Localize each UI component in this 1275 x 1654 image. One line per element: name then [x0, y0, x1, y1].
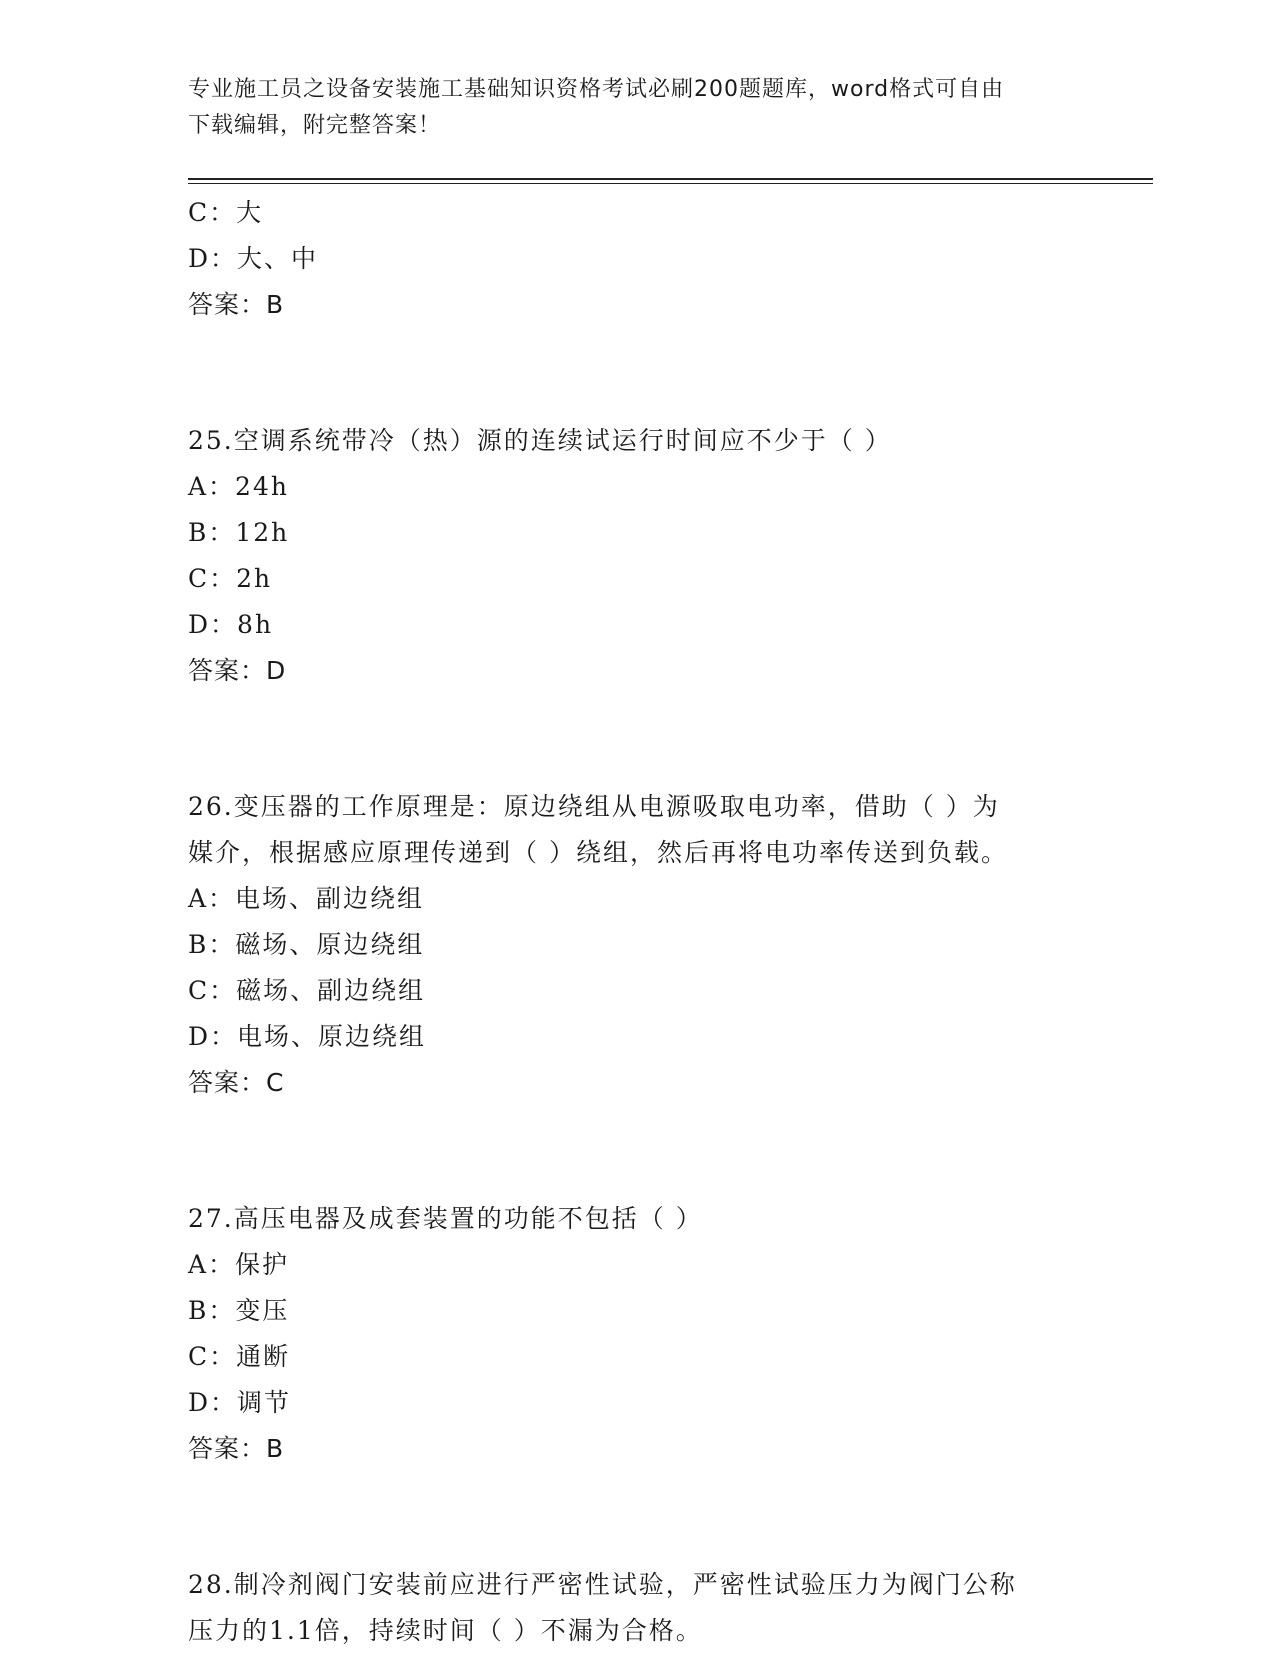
answer-line: 答案：C: [188, 1068, 285, 1097]
header-divider: [188, 178, 1153, 180]
question-text-continued: 媒介，根据感应原理传递到（ ）绕组，然后再将电功率传送到负载。: [188, 838, 1008, 867]
answer-line: 答案：D: [188, 656, 287, 685]
header-title-line-2: 下载编辑，附完整答案！: [188, 113, 442, 138]
spacer: [188, 1472, 1088, 1562]
option-b: B：变压: [188, 1296, 290, 1325]
option-d: D：电场、原边绕组: [188, 1022, 427, 1051]
option-d: D：大、中: [188, 244, 319, 273]
question-text: 25.空调系统带冷（热）源的连续试运行时间应不少于（ ）: [188, 426, 892, 455]
question-27: [188, 1196, 1088, 1472]
option-d: D：调节: [188, 1388, 292, 1417]
spacer: [188, 328, 1088, 418]
option-a: A：电场、副边绕组: [188, 884, 425, 913]
option-c: C：大: [188, 198, 264, 227]
option-b: B：磁场、原边绕组: [188, 930, 425, 959]
question-text: 28.制冷剂阀门安装前应进行严密性试验，严密性试验压力为阀门公称: [188, 1570, 1017, 1599]
answer-line: 答案：B: [188, 290, 285, 319]
document-header: [188, 72, 1088, 144]
question-text-continued: 压力的1.1倍，持续时间（ ）不漏为合格。: [188, 1616, 703, 1645]
previous-question-tail: [188, 190, 1088, 328]
option-d: D：8h: [188, 610, 274, 639]
spacer: [188, 1106, 1088, 1196]
question-25: [188, 418, 1088, 694]
option-c: C：磁场、副边绕组: [188, 976, 426, 1005]
question-26: [188, 784, 1088, 1106]
question-28: [188, 1562, 1088, 1654]
option-c: C：通断: [188, 1342, 291, 1371]
spacer: [188, 694, 1088, 784]
question-text: 27.高压电器及成套装置的功能不包括（ ）: [188, 1204, 703, 1233]
option-a: A：保护: [188, 1250, 290, 1279]
header-divider-thin: [188, 183, 1153, 184]
header-title-line-1: 专业施工员之设备安装施工基础知识资格考试必刷200题题库，word格式可自由: [188, 77, 1005, 102]
question-list: [188, 190, 1088, 1654]
option-c: C：2h: [188, 564, 273, 593]
option-b: B：12h: [188, 518, 290, 547]
answer-line: 答案：B: [188, 1434, 285, 1463]
question-text: 26.变压器的工作原理是：原边绕组从电源吸取电功率，借助（ ）为: [188, 792, 1000, 821]
option-a: A：24h: [188, 472, 289, 501]
